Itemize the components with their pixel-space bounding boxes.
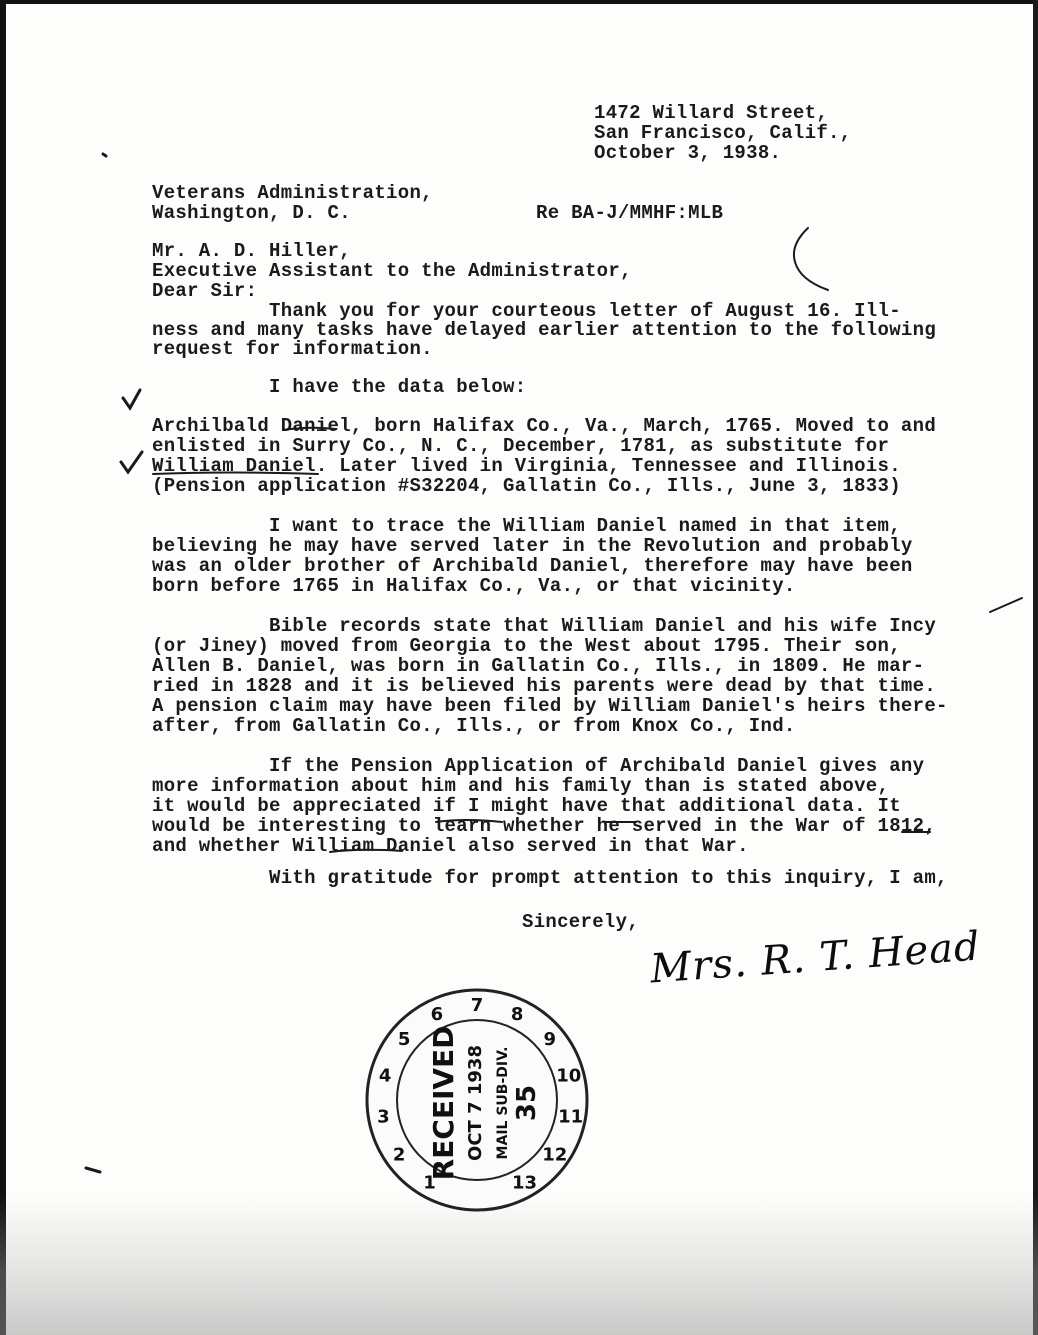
stray-mark [990, 598, 1022, 612]
body-line: enlisted in Surry Co., N. C., December, 1781, as substitute for [152, 435, 890, 457]
closing: Sincerely, [522, 911, 640, 933]
underline-mark [436, 820, 502, 822]
stamp-received-text: RECEIVED [427, 1025, 460, 1181]
body-line: and whether William Daniel also served in that War. [152, 835, 749, 857]
salutation: Dear Sir: [152, 280, 258, 302]
body-line: William Daniel. Later lived in Virginia, Tennessee and Illinois. [152, 455, 901, 477]
stamp-division: MAIL SUB-DIV. [495, 1046, 511, 1160]
body-line: Bible records state that William Daniel and his wife Incy [152, 615, 937, 637]
stamp-ring-number: 1 [423, 1172, 436, 1194]
underline-mark [283, 428, 336, 430]
stamp-ring-number: 13 [511, 1172, 538, 1194]
stray-mark [103, 154, 106, 156]
sender-street: 1472 Willard Street, [594, 102, 829, 124]
stray-mark [86, 1168, 100, 1172]
recipient-name: Mr. A. D. Hiller, [152, 240, 351, 262]
body-line: If the Pension Application of Archibald Daniel gives any [152, 755, 925, 777]
stamp-ring-number: 9 [543, 1028, 557, 1050]
stamp-ring-number: 10 [556, 1065, 582, 1087]
recipient-org: Veterans Administration, [152, 182, 433, 204]
body-line: (or Jiney) moved from Georgia to the West about 1795. Their son, [152, 635, 901, 657]
stamp-ring-number: 7 [470, 995, 484, 1016]
body-line: ried in 1828 and it is believed his parents were dead by that time. [152, 675, 937, 697]
body-line: Archilbald Daniel, born Halifax Co., Va., March, 1765. Moved to and [152, 415, 937, 437]
underline-mark [330, 850, 402, 852]
recipient-city: Washington, D. C. [152, 202, 351, 224]
body-line: With gratitude for prompt attention to this inquiry, I am, [152, 867, 948, 889]
signature: Mrs. R. T. Head [648, 923, 983, 993]
stamp-ring-number: 12 [542, 1144, 568, 1166]
stamp-ring-number: 8 [510, 1003, 524, 1025]
reference-code: Re BA-J/MMHF:MLB [536, 202, 724, 224]
received-stamp [362, 985, 592, 1215]
body-line: Thank you for your courteous letter of August 16. Ill- [152, 300, 901, 322]
body-line: ness and many tasks have delayed earlier attention to the following [152, 319, 937, 341]
letter-date: October 3, 1938. [594, 142, 782, 164]
recipient-title: Executive Assistant to the Administrator, [152, 260, 632, 282]
body-line: born before 1765 in Halifax Co., Va., or that vicinity. [152, 575, 796, 597]
body-line: believing he may have served later in the Revolution and probably [152, 535, 913, 557]
stamp-ring-number: 11 [558, 1106, 584, 1128]
check-mark-icon [121, 452, 142, 472]
stamp-ring-number: 6 [430, 1003, 444, 1025]
body-line: A pension claim may have been filed by William Daniel's heirs there- [152, 695, 948, 717]
body-line: (Pension application #S32204, Gallatin Co., Ills., June 3, 1833) [152, 475, 901, 497]
bracket-mark [794, 228, 828, 290]
stamp-date: OCT 7 1938 [465, 1045, 486, 1161]
check-mark-icon [123, 390, 140, 408]
body-line: request for information. [152, 338, 433, 360]
stamp-ring-number: 5 [397, 1028, 411, 1050]
stamp-ring-number: 2 [392, 1144, 406, 1166]
body-line: more information about him and his family than is stated above, [152, 775, 890, 797]
sender-city: San Francisco, Calif., [594, 122, 852, 144]
body-line: after, from Gallatin Co., Ills., or from Knox Co., Ind. [152, 715, 796, 737]
stamp-number: 35 [512, 1084, 542, 1122]
underline-mark [153, 473, 318, 475]
body-line: I want to trace the William Daniel named in that item, [152, 515, 901, 537]
body-line: was an older brother of Archibald Daniel, therefore may have been [152, 555, 913, 577]
stamp-ring-number: 3 [377, 1106, 390, 1128]
stamp-ring-number: 4 [378, 1065, 392, 1087]
body-line: I have the data below: [152, 376, 527, 398]
body-line: Allen B. Daniel, was born in Gallatin Co., Ills., in 1809. He mar- [152, 655, 925, 677]
body-line: would be interesting to learn whether he served in the War of 1812, [152, 815, 937, 837]
body-line: it would be appreciated if I might have that additional data. It [152, 795, 901, 817]
